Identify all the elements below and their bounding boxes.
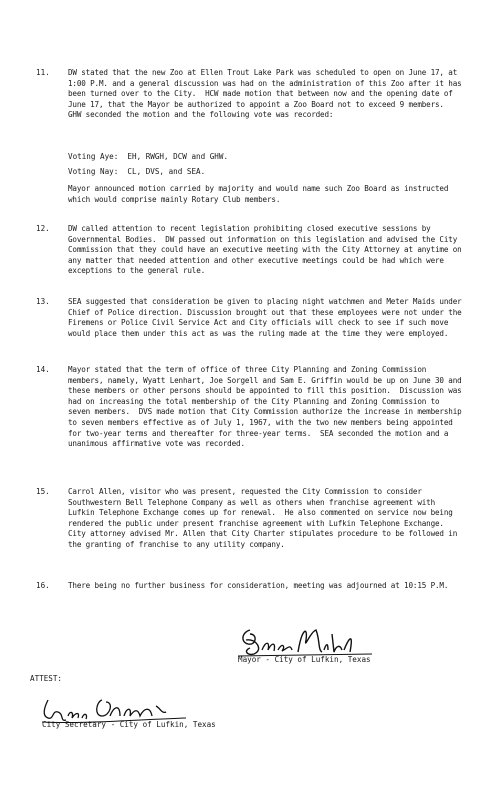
item-number: 15. <box>36 487 50 496</box>
item-text: Mayor stated that the term of office of three City Planning and Zoning Commission members, namely, Wyatt Lenhart, Joe Sorgell and Sam E. Griffin would be up on June 30 and these members or other persons should be appointed to fill this position. Discussion was had on increasing the total membership of the City Planning and Zoning Commission to seven members. DVS made motion that City Commission authorize the increase in membership to seven members effective as of July 1, 1967, with the two new members being appointed for two-year terms and thereafter for three-year terms. SEA seconded the motion and a unanimous affirmative vote was recorded. <box>68 365 466 449</box>
item-number: 12. <box>36 224 50 233</box>
voting-aye: Voting Aye: EH, RWGH, DCW and GHW. <box>68 152 229 161</box>
attest-label: ATTEST: <box>30 674 63 683</box>
item-text: Carrol Allen, visitor who was present, requested the City Commission to consider Southwestern Bell Telephone Company as well as others when franchise agreement with Lufkin Telephone Exchange comes up for renewal. He also commented on service now being rendered the public under present franchise agreement with Lufkin Telephone Exchange. City attorney advised Mr. Allen that City Charter stipulates procedure to be followed in the granting of franchise to any utility company. <box>68 487 462 549</box>
item-number: 13. <box>36 297 50 306</box>
voting-nay: Voting Nay: CL, DVS, and SEA. <box>68 167 206 176</box>
item-text: DW stated that the new Zoo at Ellen Trout Lake Park was scheduled to open on June 17, at 1:00 P.M. and a general discussion was had on the administration of this Zoo after it has been turned over to the City. HCW made motion that between now and the opening date of June 17, that the Mayor be authorized to appoint a Zoo Board not to exceed 9 members. GHW seconded the motion and the following vote was recorded: <box>68 68 466 120</box>
mayor-title: Mayor - City of Lufkin, Texas <box>238 655 371 664</box>
item-text: DW called attention to recent legislation prohibiting closed executive sessions by Governmental Bodies. DW passed out information on this legislation and advised the City Commission that they could have an executive meeting with the City Attorney at anytime on any matter that needed attention and other executive meetings could be had which were exceptions to the general rule. <box>68 224 466 276</box>
item-text: SEA suggested that consideration be given to placing night watchmen and Meter Maids under Chief of Police direction. Discussion brought out that these employees were not under the Firemens or Police Civil Service Act and City officials will check to see if such move would place them under this act as was the ruling made at the time they were employed. <box>68 297 466 338</box>
item-number: 11. <box>36 68 50 77</box>
secretary-title: City Secretary - City of Lufkin, Texas <box>42 720 216 729</box>
item-text-after: Mayor announced motion carried by majority and would name such Zoo Board as instructed which would comprise mainly Rotary Club members. <box>68 184 453 204</box>
item-text: There being no further business for consideration, meeting was adjourned at 10:15 P.M. <box>68 581 449 590</box>
item-number: 16. <box>36 581 50 590</box>
item-number: 14. <box>36 365 50 374</box>
